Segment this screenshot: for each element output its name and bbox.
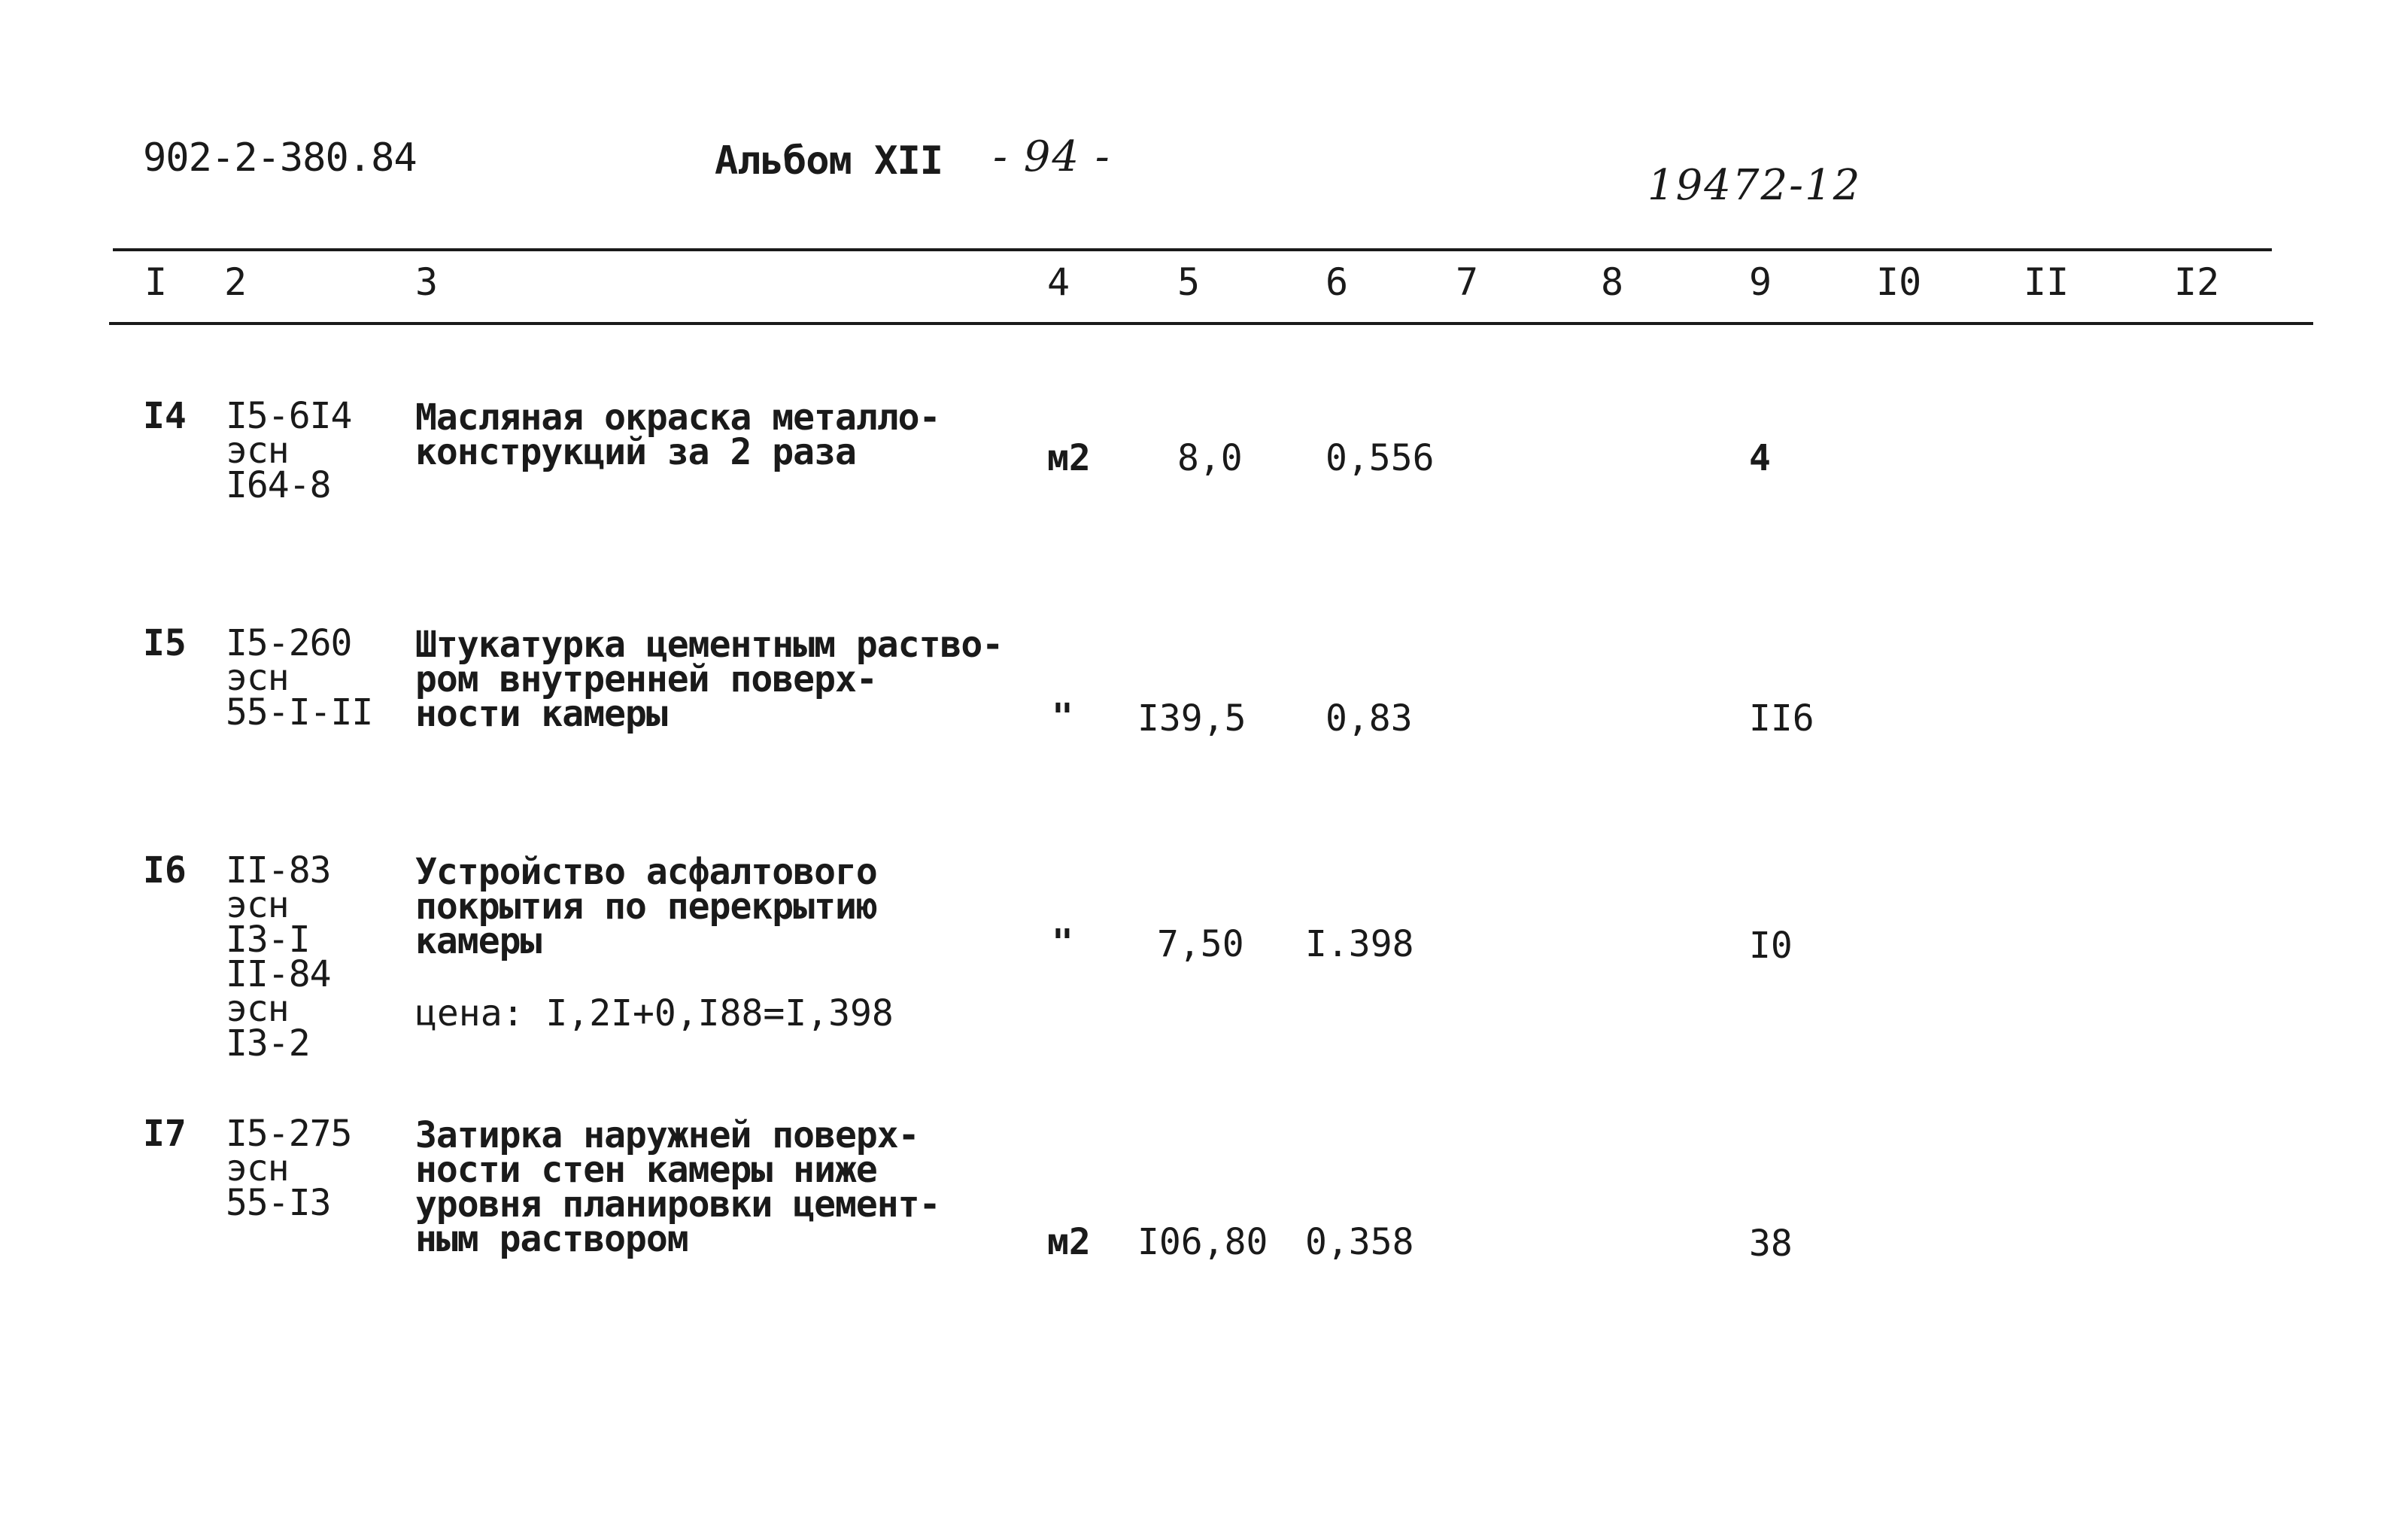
norm-code-line: эсн <box>226 988 289 1030</box>
col-num-9: 9 <box>1749 260 1772 304</box>
album-title: Альбом XII <box>715 138 943 184</box>
col-num-6: 6 <box>1325 260 1349 304</box>
total-cost: 4 <box>1749 437 1771 479</box>
col-num-3: 3 <box>415 260 439 304</box>
unit-price: 0,556 <box>1325 437 1435 479</box>
norm-code <box>226 1113 352 1224</box>
description-line: ром внутренней поверх- <box>415 658 877 700</box>
total-cost: I0 <box>1749 925 1793 967</box>
quantity: I39,5 <box>1137 697 1247 740</box>
norm-code-line: эсн <box>226 1147 289 1189</box>
unit: " <box>1052 696 1073 738</box>
norm-code-line: эсн <box>226 430 289 472</box>
document-code: 902-2-380.84 <box>143 135 417 181</box>
norm-code <box>226 395 352 506</box>
norm-code-line: I3-2 <box>226 1022 310 1065</box>
norm-code-line: I5-260 <box>226 622 352 664</box>
col-num-1: I <box>144 260 168 304</box>
price-calculation-note: цена: I,2I+0,I88=I,398 <box>415 992 894 1034</box>
description-line: Затирка наружней поверх- <box>415 1114 919 1156</box>
col-num-12: I2 <box>2174 260 2220 304</box>
unit-price: 0,358 <box>1305 1221 1414 1263</box>
norm-code-line: эсн <box>226 657 289 699</box>
total-cost: II6 <box>1749 697 1814 740</box>
description-line: ным раствором <box>415 1218 688 1260</box>
description-line: Масляная окраска металло- <box>415 396 940 439</box>
norm-code-line: I5-6I4 <box>226 395 352 437</box>
norm-code-line: эсн <box>226 884 289 926</box>
norm-code-line: 55-I-II <box>226 691 373 734</box>
norm-code-line: I5-275 <box>226 1113 352 1155</box>
col-num-4: 4 <box>1047 260 1070 304</box>
quantity: 7,50 <box>1157 923 1244 965</box>
norm-code-line: II-83 <box>226 849 331 892</box>
norm-code-line: 55-I3 <box>226 1182 331 1224</box>
description-line: конструкций за 2 раза <box>415 431 856 473</box>
description-line: покрытия по перекрытию <box>415 886 877 928</box>
row-number: I4 <box>143 395 187 437</box>
description-line: ности камеры <box>415 693 667 735</box>
col-num-10: I0 <box>1876 260 1922 304</box>
unit-price: 0,83 <box>1325 697 1413 740</box>
col-num-7: 7 <box>1456 260 1479 304</box>
norm-code <box>226 622 373 734</box>
description-line: Штукатурка цементным раство- <box>415 624 1004 666</box>
total-cost: 38 <box>1749 1223 1793 1265</box>
column-header-rule <box>109 322 2313 325</box>
unit-price: I.398 <box>1305 923 1414 965</box>
row-number: I6 <box>143 849 187 892</box>
description-line: камеры <box>415 920 542 962</box>
norm-code-line: I3-I <box>226 919 310 961</box>
row-number: I5 <box>143 622 187 664</box>
top-rule <box>113 248 2272 251</box>
norm-code-line: II-84 <box>226 953 331 995</box>
unit: " <box>1052 922 1073 964</box>
description-line: Устройство асфалтового <box>415 851 877 893</box>
unit: м2 <box>1047 437 1091 479</box>
norm-code <box>226 849 331 1065</box>
inventory-number: 19472-12 <box>1647 161 1862 210</box>
work-description <box>415 624 1004 735</box>
work-description <box>415 396 940 473</box>
work-description <box>415 1114 940 1260</box>
work-description <box>415 851 877 962</box>
page-number: - 94 - <box>993 132 1111 181</box>
norm-code-line: I64-8 <box>226 464 331 506</box>
quantity: 8,0 <box>1177 437 1243 479</box>
col-num-5: 5 <box>1177 260 1201 304</box>
col-num-2: 2 <box>224 260 247 304</box>
col-num-8: 8 <box>1601 260 1624 304</box>
description-line: ности стен камеры ниже <box>415 1149 877 1191</box>
row-number: I7 <box>143 1113 187 1155</box>
quantity: I06,80 <box>1137 1221 1268 1263</box>
col-num-11: II <box>2024 260 2069 304</box>
unit: м2 <box>1047 1221 1091 1263</box>
description-line: уровня планировки цемент- <box>415 1183 940 1226</box>
